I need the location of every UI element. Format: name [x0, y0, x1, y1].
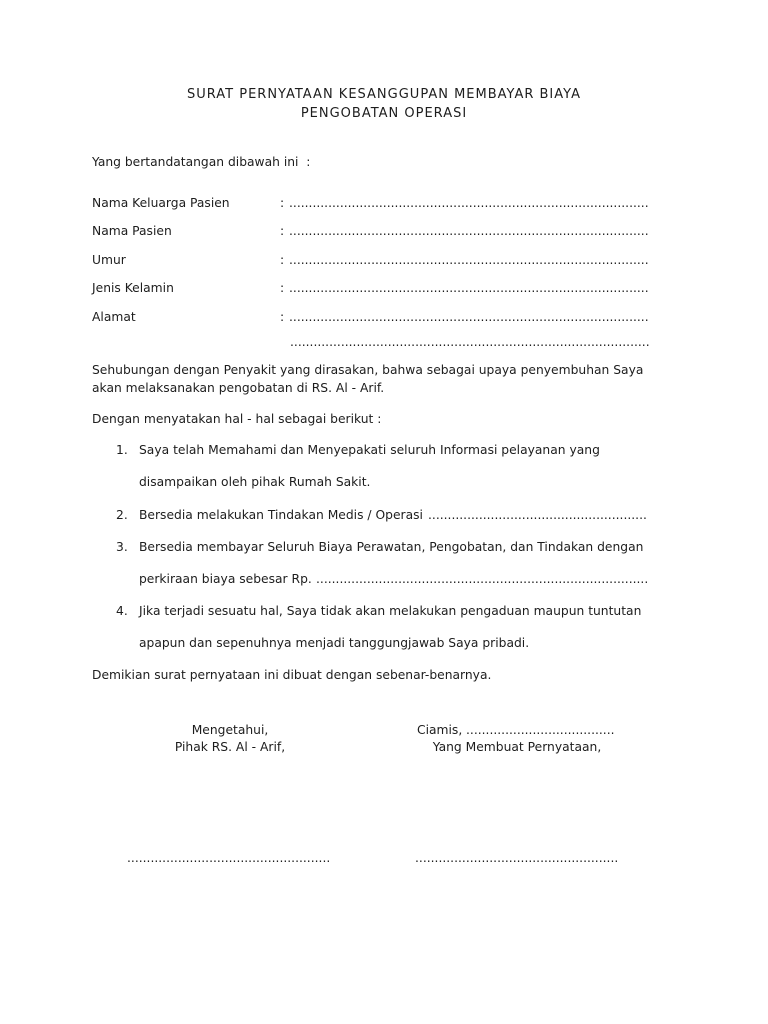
field-blank: ............................................................................................ [289, 253, 649, 267]
field-colon: : [280, 196, 285, 210]
list-item-text: perkiraan biaya sebesar Rp. [139, 572, 312, 586]
operation-blank: ........................................................ [428, 508, 647, 522]
list-item-4-continuation [0, 635, 768, 651]
list-item-4 [0, 603, 768, 619]
list-item-text: Jika terjadi sesuatu hal, Saya tidak akan melakukan pengaduan maupun tuntutan [139, 604, 642, 618]
cost-estimate-blank: ..................................................................................... [316, 572, 649, 586]
date-blank: ...................................... [466, 723, 615, 737]
field-label: Alamat [92, 310, 136, 324]
field-colon: : [280, 253, 285, 267]
list-intro: Dengan menyatakan hal - hal sebagai berikut : [92, 412, 382, 426]
field-colon: : [280, 224, 285, 238]
intro-text: Yang bertandatangan dibawah ini : [92, 155, 311, 169]
field-colon: : [280, 310, 285, 324]
field-row-address [0, 309, 768, 325]
field-row-patient-name [0, 223, 768, 239]
list-item-text: Saya telah Memahami dan Menyepakati seluruh Informasi pelayanan yang [139, 443, 600, 457]
field-row-address-continuation [0, 334, 768, 350]
place-label: Ciamis, [417, 723, 463, 737]
list-item-2 [0, 507, 768, 523]
closing-statement: Demikian surat pernyataan ini dibuat dengan sebenar-benarnya. [92, 668, 492, 682]
list-item-text: disampaikan oleh pihak Rumah Sakit. [139, 475, 371, 489]
document-title-line-2: PENGOBATAN OPERASI [300, 106, 468, 121]
declarant-label: Yang Membuat Pernyataan, [432, 740, 602, 754]
list-item-number: 4. [116, 604, 128, 618]
field-blank: ............................................................................................ [289, 281, 649, 295]
field-blank: ............................................................................................ [289, 224, 649, 238]
list-item-1-continuation [0, 474, 768, 490]
list-item-number: 1. [116, 443, 128, 457]
field-row-gender [0, 280, 768, 296]
field-row-family-name [0, 195, 768, 211]
list-item-text: Bersedia membayar Seluruh Biaya Perawatan, Pengobatan, dan Tindakan dengan [139, 540, 644, 554]
list-item-text: apapun dan sepenuhnya menjadi tanggungjawab Saya pribadi. [139, 636, 530, 650]
list-item-1 [0, 442, 768, 458]
list-item-text: Bersedia melakukan Tindakan Medis / Operasi [139, 508, 423, 522]
list-item-number: 3. [116, 540, 128, 554]
hospital-party-label: Pihak RS. Al - Arif, [174, 740, 286, 754]
hospital-signature-line: .................................................... [127, 851, 331, 865]
list-item-3-continuation [0, 571, 768, 587]
field-blank: ............................................................................................ [289, 310, 649, 324]
field-colon: : [280, 281, 285, 295]
paragraph-line-2: akan melaksanakan pengobatan di RS. Al - Arif. [92, 381, 385, 395]
declarant-signature-line: .................................................... [415, 851, 619, 865]
list-item-3 [0, 539, 768, 555]
address-continuation-blank: ............................................................................................ [290, 335, 650, 349]
document-title-line-1: SURAT PERNYATAAN KESANGGUPAN MEMBAYAR BIAYA [187, 87, 581, 102]
field-row-age [0, 252, 768, 268]
field-label: Nama Pasien [92, 224, 172, 238]
list-item-number: 2. [116, 508, 128, 522]
field-label: Nama Keluarga Pasien [92, 196, 230, 210]
field-blank: ............................................................................................ [289, 196, 649, 210]
field-label: Jenis Kelamin [92, 281, 174, 295]
acknowledged-label: Mengetahui, [191, 723, 269, 737]
paragraph-line-1: Sehubungan dengan Penyakit yang dirasakan, bahwa sebagai upaya penyembuhan Saya [92, 363, 644, 377]
field-label: Umur [92, 253, 126, 267]
